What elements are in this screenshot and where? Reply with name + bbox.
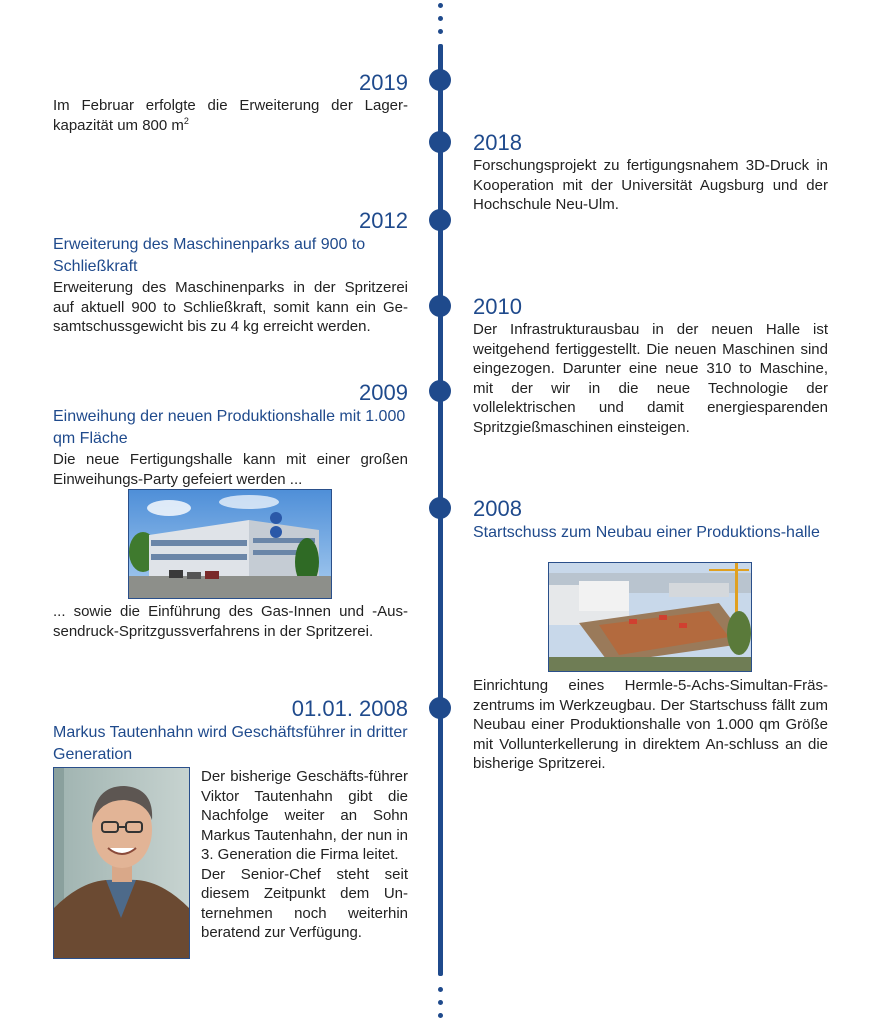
construction-site-photo (548, 562, 752, 672)
timeline-dot-bottom-2 (438, 1000, 443, 1005)
entry-text: Einrichtung eines Hermle-5-Achs-Simultan-Fräs-zentrums im Werkzeugbau. Der Startschuss fällt zum Neubau einer Produktionshalle von 1.000 qm Größe mit Vollunterkellerung in direktem An-schluss an die bisherige Spritzerei. (473, 677, 828, 772)
entry-text: Forschungsprojekt zu fertigungsnahem 3D-Druck in Kooperation mit der Universität Augsburg und der Hochschule Neu-Ulm. (473, 157, 828, 213)
entry-2008-continued (473, 676, 828, 774)
entry-subtitle: Erweiterung des Maschinenparks auf 900 to Schließkraft (53, 236, 366, 275)
timeline-dot-top-3 (438, 29, 443, 34)
entry-year: 2019 (359, 70, 408, 95)
timeline-dot-top-2 (438, 16, 443, 21)
entry-year: 01.01. 2008 (291, 696, 408, 721)
timeline-node-2010 (429, 295, 451, 317)
timeline-node-2018 (429, 131, 451, 153)
entry-year: 2012 (359, 208, 408, 233)
portrait-photo (53, 767, 190, 959)
production-hall-photo (128, 489, 332, 599)
entry-year: 2008 (473, 496, 522, 521)
entry-year: 2009 (359, 380, 408, 405)
portrait-text-block (201, 767, 408, 943)
entry-text: Die neue Fertigungshalle kann mit einer großen Einweihungs-Party gefeiert werden ... (53, 451, 408, 488)
timeline-node-2008 (429, 497, 451, 519)
timeline-node-2008-01-01 (429, 697, 451, 719)
timeline-dot-bottom-1 (438, 987, 443, 992)
entry-2009 (53, 380, 408, 489)
entry-2008-01-01 (53, 696, 408, 766)
entry-2008 (473, 496, 828, 544)
entry-text: Im Februar erfolgte die Erweiterung der Lager-kapazität um 800 $m^2$ (53, 97, 408, 134)
entry-2012 (53, 208, 408, 337)
entry-year: 2018 (473, 130, 522, 155)
entry-text: ... sowie die Einführung des Gas-Innen und -Aus-sendruck-Spritzgussverfahrens in der Spritzerei. (53, 603, 408, 640)
entry-text: Der Infrastrukturausbau in der neuen Halle ist weitgehend fertiggestellt. Die neuen Maschinen sind eingezogen. Darunter eine neue 310 to Maschine, mit der wir in die neue Technologie der vollelektrischen und damit energiesparenden Spritzgießmaschinen einsteigen. (473, 321, 828, 436)
timeline-dot-top-1 (438, 3, 443, 8)
entry-text: Der bisherige Geschäfts-führer Viktor Tautenhahn gibt die Nachfolge weiter an Sohn Markus Tautenhahn, der nun in 3. Generation die Firma leitet. (201, 768, 408, 863)
entry-subtitle: Markus Tautenhahn wird Geschäftsführer in dritter Generation (53, 724, 408, 763)
entry-text: Erweiterung des Maschinenparks in der Spritzerei auf aktuell 900 to Schließkraft, somit kann ein Ge-samtschussgewicht bis zu 4 kg erreicht werden. (53, 279, 408, 335)
entry-2019 (53, 70, 408, 135)
superscript: 2 (183, 115, 189, 126)
entry-text: Der Senior-Chef steht seit diesem Zeitpunkt dem Un-ternehmen noch weiterhin beratend zur Verfügung. (201, 865, 408, 941)
timeline-dot-bottom-3 (438, 1013, 443, 1018)
entry-subtitle: Einweihung der neuen Produktionshalle mit 1.000 qm Fläche (53, 408, 406, 447)
timeline-node-2019 (429, 69, 451, 91)
entry-2010 (473, 294, 828, 437)
entry-subtitle: Startschuss zum Neubau einer Produktions-halle (473, 524, 820, 541)
timeline-node-2012 (429, 209, 451, 231)
entry-2018 (473, 130, 828, 215)
entry-2009-continued (53, 602, 408, 641)
timeline-node-2009 (429, 380, 451, 402)
entry-year: 2010 (473, 294, 522, 319)
